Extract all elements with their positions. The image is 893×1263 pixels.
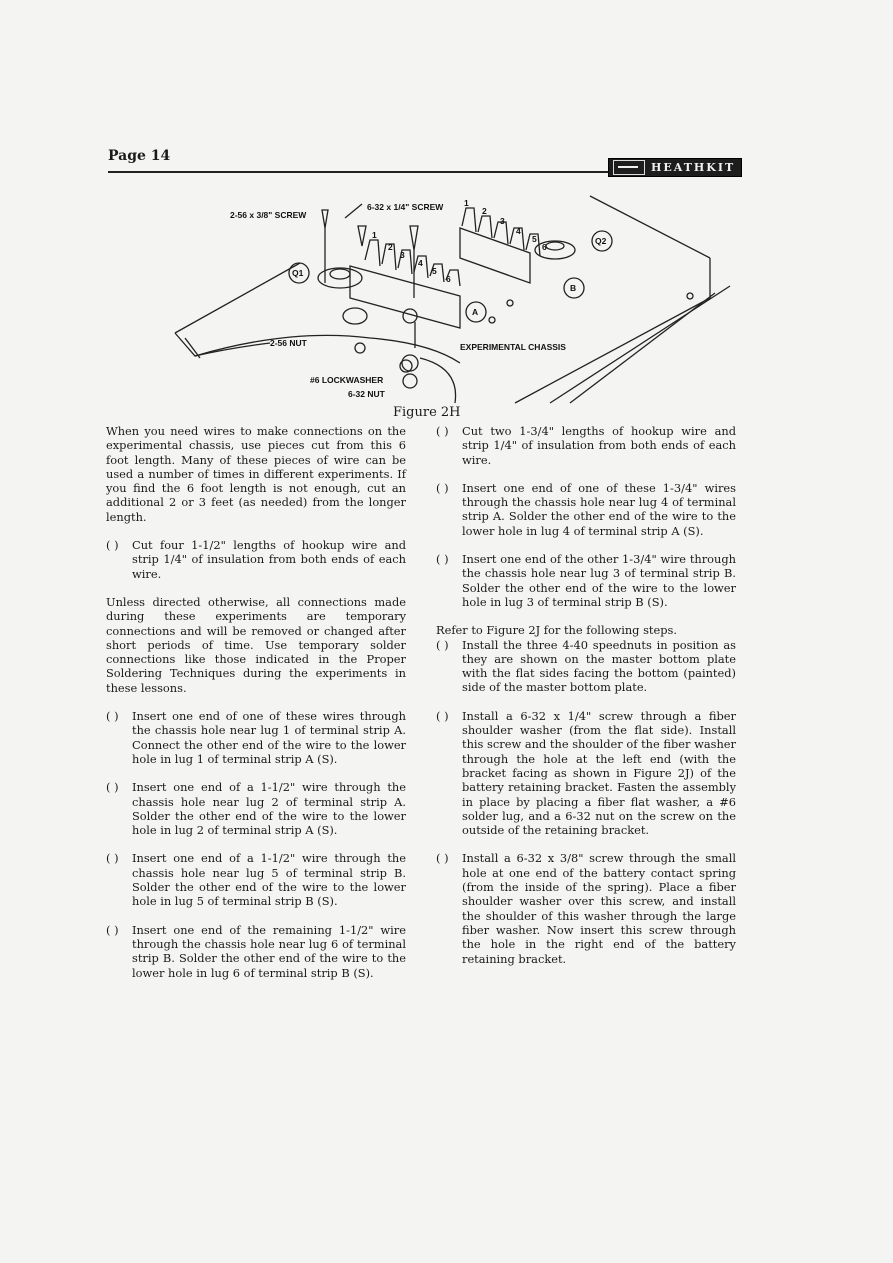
label-screw-632: 6-32 x 1/4" SCREW — [367, 202, 444, 212]
label-chassis: EXPERIMENTAL CHASSIS — [460, 342, 566, 352]
header-rule — [108, 171, 608, 173]
body-paragraph: Refer to Figure 2J for the following steps. — [436, 623, 678, 638]
label-q1: Q1 — [292, 268, 304, 278]
instruction-step — [106, 709, 406, 766]
step-checkbox[interactable]: ( ) — [106, 709, 119, 724]
lug-label-left: 6 — [446, 274, 451, 284]
instruction-step — [436, 638, 736, 695]
step-checkbox[interactable]: ( ) — [436, 480, 449, 495]
lug-label-left: 5 — [432, 266, 437, 276]
lug-label-right: 1 — [464, 198, 469, 208]
lug-label-right: 4 — [516, 226, 521, 236]
step-text: Install a 6-32 x 3/8" screw through the small hole at one end of the battery contact spring (from the inside of the spring). Place a fiber shoulder washer over this screw, and install the shoulder of this washer through the large fiber washer. Now insert this screw through the hole in the right end of the battery retaining bracket. — [462, 851, 736, 966]
instruction-step — [436, 481, 736, 538]
lug-label-right: 5 — [532, 234, 537, 244]
label-screw-256: 2-56 x 3/8" SCREW — [230, 210, 307, 220]
label-nut-256: 2-56 NUT — [270, 338, 307, 348]
step-text: Insert one end of the remaining 1-1/2" wire through the chassis hole near lug 6 of terminal strip B. Solder the other end of the wire to the lower hole in lug 6 of terminal strip B (S). — [132, 922, 406, 980]
logo-emblem-icon — [613, 160, 645, 175]
step-checkbox[interactable]: ( ) — [436, 708, 449, 723]
instruction-step — [436, 424, 736, 467]
step-checkbox[interactable]: ( ) — [106, 780, 119, 795]
page-number: Page 14 — [108, 148, 171, 164]
lug-label-left: 4 — [418, 258, 423, 268]
label-b: B — [570, 283, 577, 293]
step-text: Insert one end of one of these 1-3/4" wires through the chassis hole near lug 4 of terminal strip A. Solder the other end of the wire to the lower hole in lug 4 of terminal strip A (S). — [462, 480, 736, 538]
step-text: Insert one end of a 1-1/2" wire through the chassis hole near lug 2 of terminal strip A. Solder the other end of the wire to the lower hole in lug 2 of terminal strip A (S). — [132, 780, 406, 838]
step-text: Cut four 1-1/2" lengths of hookup wire and strip 1/4" of insulation from both ends of each wire. — [132, 538, 406, 581]
step-text: Install a 6-32 x 1/4" screw through a fiber shoulder washer (from the flat side). Install this screw and the shoulder of the fiber washer through the hole at the left end (with the bracket facing as shown in Figure 2J) of the battery retaining bracket. Fasten the assembly in place by placing a fiber flat washer, a #6 solder lug, and a 6-32 nut on the screw on the outside of the retaining bracket. — [462, 708, 736, 838]
instruction-step — [106, 851, 406, 908]
body-paragraph: Unless directed otherwise, all connections made during these experiments are temporary connections and will be removed or changed after short periods of time. Use temporary solder connections like those indicated in the Proper Soldering Techniques during the experiments in these lessons. — [106, 594, 406, 695]
lug-label-left: 1 — [372, 230, 377, 240]
step-checkbox[interactable]: ( ) — [436, 552, 449, 567]
body-paragraph: When you need wires to make connections on the experimental chassis, use pieces cut from this 6 foot length. Many of these pieces of wire can be used a number of times in different experiments. If you find the 6 foot length is not enough, cut an additional 2 or 3 feet (as needed) from the longer length. — [106, 424, 406, 524]
lug-label-left: 2 — [388, 242, 393, 252]
step-checkbox[interactable]: ( ) — [106, 922, 119, 937]
logo-text: HEATHKIT — [651, 161, 736, 174]
step-checkbox[interactable]: ( ) — [106, 851, 119, 866]
instruction-step — [436, 552, 736, 609]
figure-caption: Figure 2H — [393, 405, 461, 420]
step-text: Install the three 4-40 speednuts in position as they are shown on the master bottom plate with the flat sides facing the bottom (painted) side of the master bottom plate. — [462, 637, 736, 695]
label-q2: Q2 — [595, 236, 607, 246]
instruction-step — [106, 923, 406, 980]
lug-label-left: 3 — [400, 250, 405, 260]
step-checkbox[interactable]: ( ) — [106, 538, 119, 553]
step-text: Insert one end of a 1-1/2" wire through the chassis hole near lug 5 of terminal strip B. Solder the other end of the wire to the lower hole in lug 5 of terminal strip B (S). — [132, 851, 406, 909]
right-column — [436, 424, 736, 980]
instruction-step — [106, 538, 406, 581]
step-text: Insert one end of the other 1-3/4" wire through the chassis hole near lug 3 of terminal strip B. Solder the other end of the wire to the lower hole in lug 3 of terminal strip B (S). — [462, 552, 736, 609]
heathkit-logo — [608, 158, 742, 177]
label-lockwasher: #6 LOCKWASHER — [310, 375, 384, 385]
instruction-step — [436, 709, 736, 838]
step-checkbox[interactable]: ( ) — [436, 424, 449, 438]
instruction-step — [106, 780, 406, 837]
label-a: A — [472, 307, 479, 317]
lug-label-right: 6 — [542, 242, 547, 252]
step-checkbox[interactable]: ( ) — [436, 637, 449, 652]
figure-2h-diagram — [170, 188, 740, 413]
lug-label-right: 2 — [482, 206, 487, 216]
label-nut-632: 6-32 NUT — [348, 389, 385, 399]
step-text: Insert one end of one of these wires through the chassis hole near lug 1 of terminal strip A. Connect the other end of the wire to the lower hole in lug 1 of terminal strip A (S). — [132, 709, 406, 766]
step-text: Cut two 1-3/4" lengths of hookup wire and strip 1/4" of insulation from both ends of each wire. — [462, 424, 736, 467]
instruction-step — [436, 851, 736, 965]
left-column — [106, 424, 406, 994]
lug-label-right: 3 — [500, 216, 505, 226]
step-checkbox[interactable]: ( ) — [436, 851, 449, 866]
